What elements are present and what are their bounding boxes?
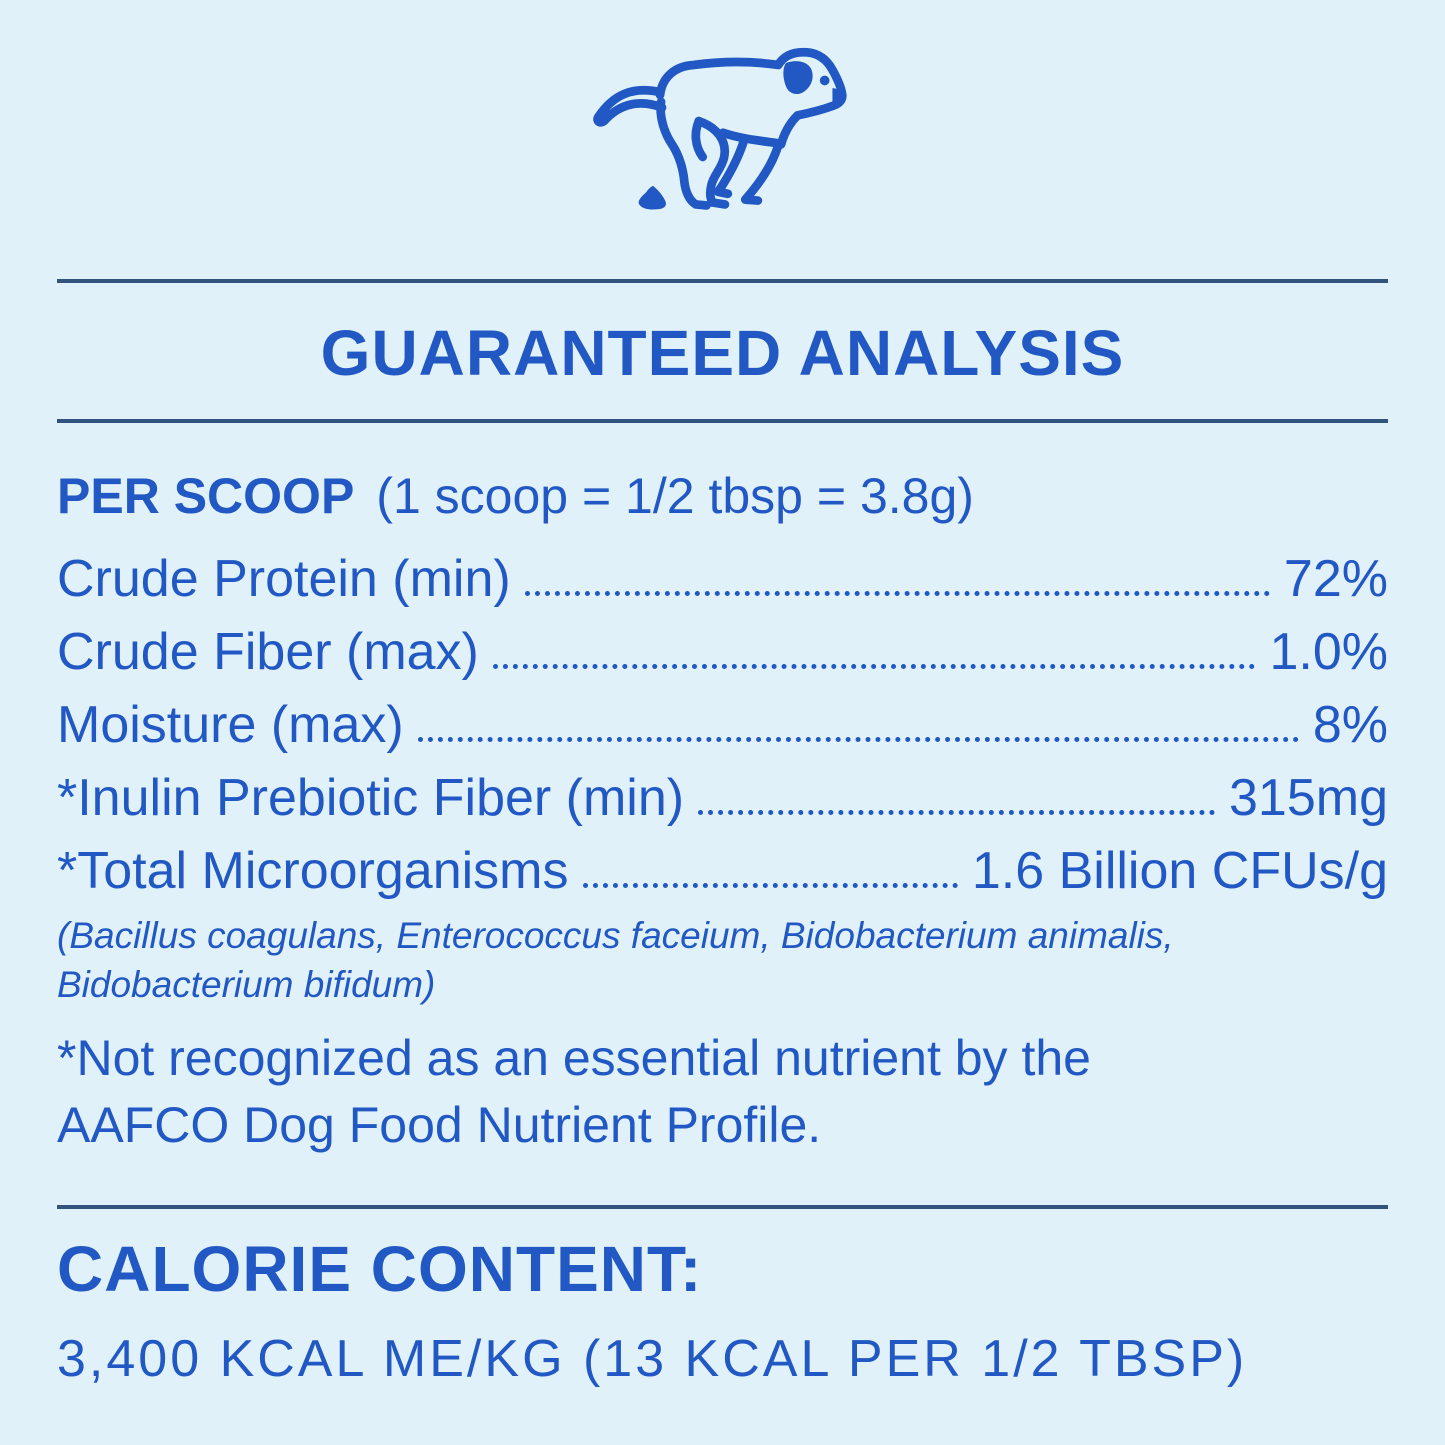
species-note-line-1: (Bacillus coagulans, Enterococcus faceium, Bidobacterium animalis, [57, 915, 1174, 956]
dotted-leader [418, 737, 1299, 742]
calorie-content-value: 3,400 KCAL ME/KG (13 KCAL PER 1/2 TBSP) [57, 1330, 1248, 1388]
nutrient-value: 315mg [1229, 769, 1388, 827]
dotted-leader [525, 591, 1270, 596]
nutrient-row-moisture [57, 682, 1388, 755]
nutrient-row-crude-protein [57, 536, 1388, 609]
divider-under-title [57, 419, 1388, 423]
nutrient-row-inulin-prebiotic-fiber [57, 755, 1388, 828]
nutrient-value: 72% [1283, 550, 1388, 608]
footnote-line-1: *Not recognized as an essential nutrient by the [57, 1030, 1091, 1086]
nutrient-label: *Total Microorganisms [57, 842, 569, 900]
nutrient-row-crude-fiber [57, 609, 1388, 682]
nutrient-value: 8% [1312, 696, 1388, 754]
divider-above-calorie-content [57, 1205, 1388, 1209]
nutrient-row-total-microorganisms [57, 828, 1388, 901]
nutrient-label: Moisture (max) [57, 696, 404, 754]
dotted-leader [583, 883, 958, 888]
species-note-line-2: Bidobacterium bifidum) [57, 964, 436, 1005]
per-scoop-note: (1 scoop = 1/2 tbsp = 3.8g) [376, 468, 974, 524]
nutrient-label: Crude Protein (min) [57, 550, 511, 608]
nutrient-label: Crude Fiber (max) [57, 623, 479, 681]
nutrient-value: 1.6 Billion CFUs/g [971, 842, 1388, 900]
nutrient-rows [57, 536, 1388, 901]
per-scoop-line [57, 469, 1388, 524]
guaranteed-analysis-title: GUARANTEED ANALYSIS [320, 317, 1125, 389]
footnote-line-2: AAFCO Dog Food Nutrient Profile. [57, 1097, 822, 1153]
calorie-content-title: CALORIE CONTENT: [57, 1233, 703, 1305]
nutrient-value: 1.0% [1269, 623, 1388, 681]
dotted-leader [698, 810, 1215, 815]
dog-pooping-icon [578, 34, 868, 218]
aafco-footnote [57, 1025, 1388, 1159]
microorganism-species-note [57, 911, 1388, 1009]
dotted-leader [493, 664, 1256, 669]
nutrient-label: *Inulin Prebiotic Fiber (min) [57, 769, 685, 827]
icon-row [57, 0, 1388, 218]
per-scoop-label: PER SCOOP [57, 468, 355, 524]
